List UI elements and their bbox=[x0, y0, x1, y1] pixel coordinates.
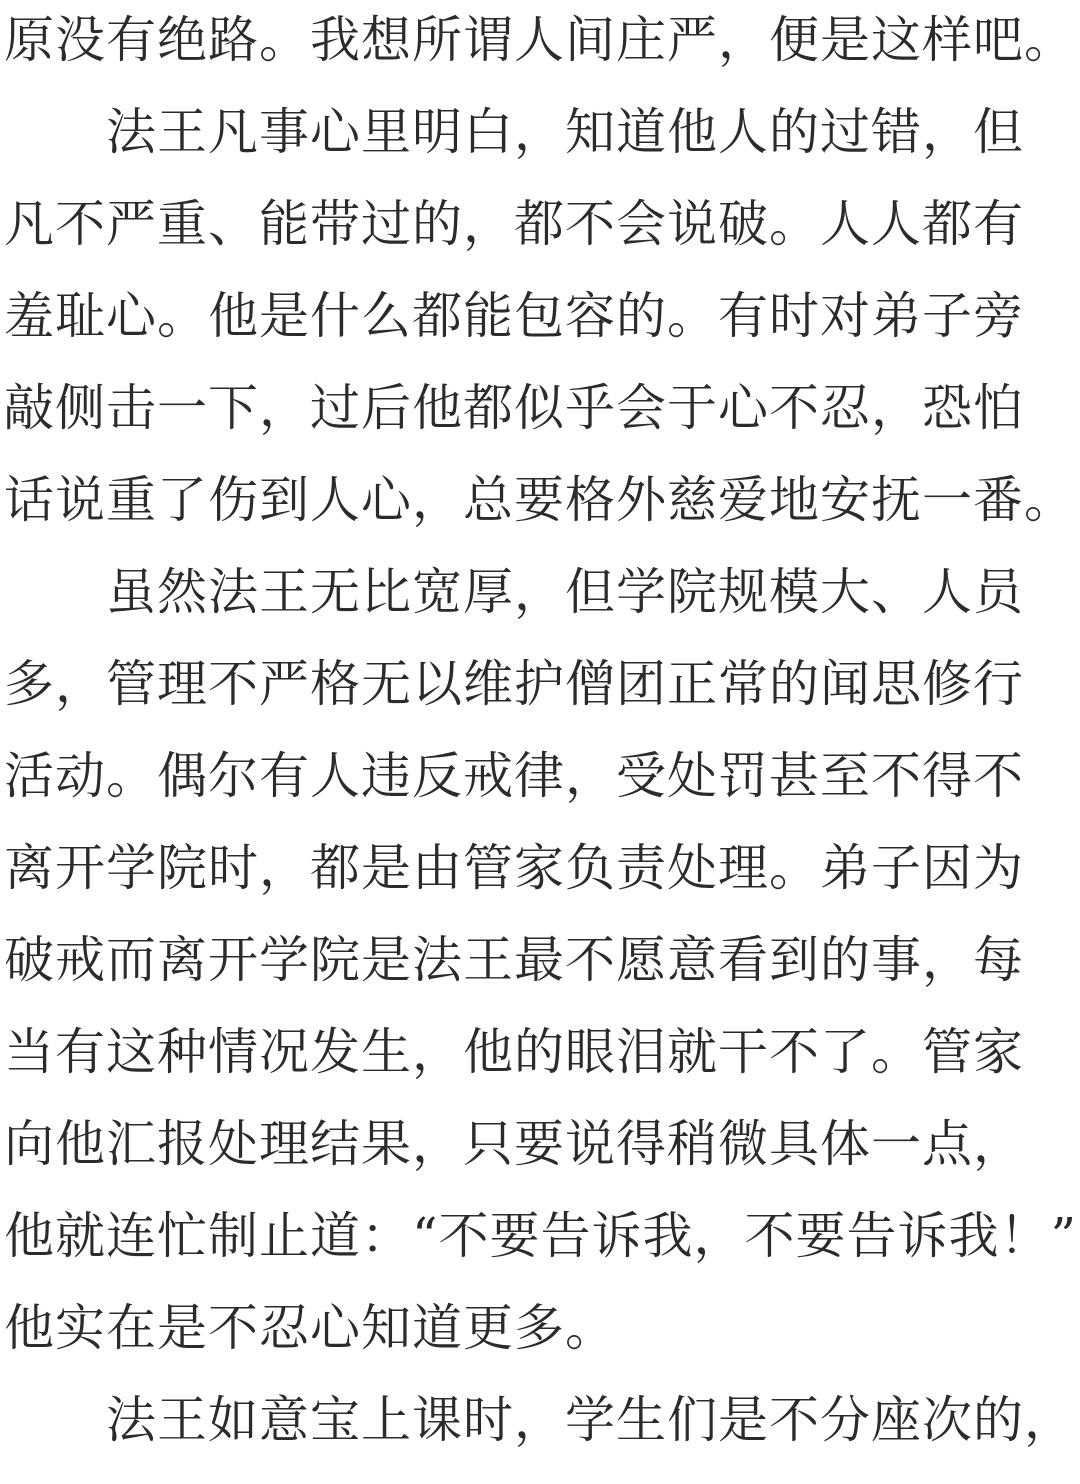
text-line-14: 他就连忙制止道：“不要告诉我，不要告诉我！” bbox=[4, 1207, 1078, 1265]
text-line-10: 离开学院时，都是由管家负责处理。弟子因为 bbox=[4, 839, 1024, 897]
text-line-4: 羞耻心。他是什么都能包容的。有时对弟子旁 bbox=[4, 287, 1024, 345]
text-line-16: 法王如意宝上课时，学生们是不分座次的， bbox=[106, 1391, 1075, 1449]
text-line-12: 当有这种情况发生，他的眼泪就干不了。管家 bbox=[4, 1023, 1024, 1081]
text-line-2: 法王凡事心里明白，知道他人的过错，但 bbox=[106, 103, 1024, 161]
text-line-8: 多，管理不严格无以维护僧团正常的闻思修行 bbox=[4, 655, 1024, 713]
text-line-5: 敲侧击一下，过后他都似乎会于心不忍，恐怕 bbox=[4, 379, 1024, 437]
text-line-3: 凡不严重、能带过的，都不会说破。人人都有 bbox=[4, 195, 1024, 253]
text-line-15: 他实在是不忍心知道更多。 bbox=[4, 1299, 616, 1357]
text-line-11: 破戒而离开学院是法王最不愿意看到的事，每 bbox=[4, 931, 1024, 989]
text-line-1: 原没有绝路。我想所谓人间庄严，便是这样吧。 bbox=[4, 11, 1075, 69]
text-line-9: 活动。偶尔有人违反戒律，受处罚甚至不得不 bbox=[4, 747, 1024, 805]
text-line-6: 话说重了伤到人心，总要格外慈爱地安抚一番。 bbox=[4, 471, 1075, 529]
text-line-13: 向他汇报处理结果，只要说得稍微具体一点， bbox=[4, 1115, 1024, 1173]
text-line-7: 虽然法王无比宽厚，但学院规模大、人员 bbox=[106, 563, 1024, 621]
